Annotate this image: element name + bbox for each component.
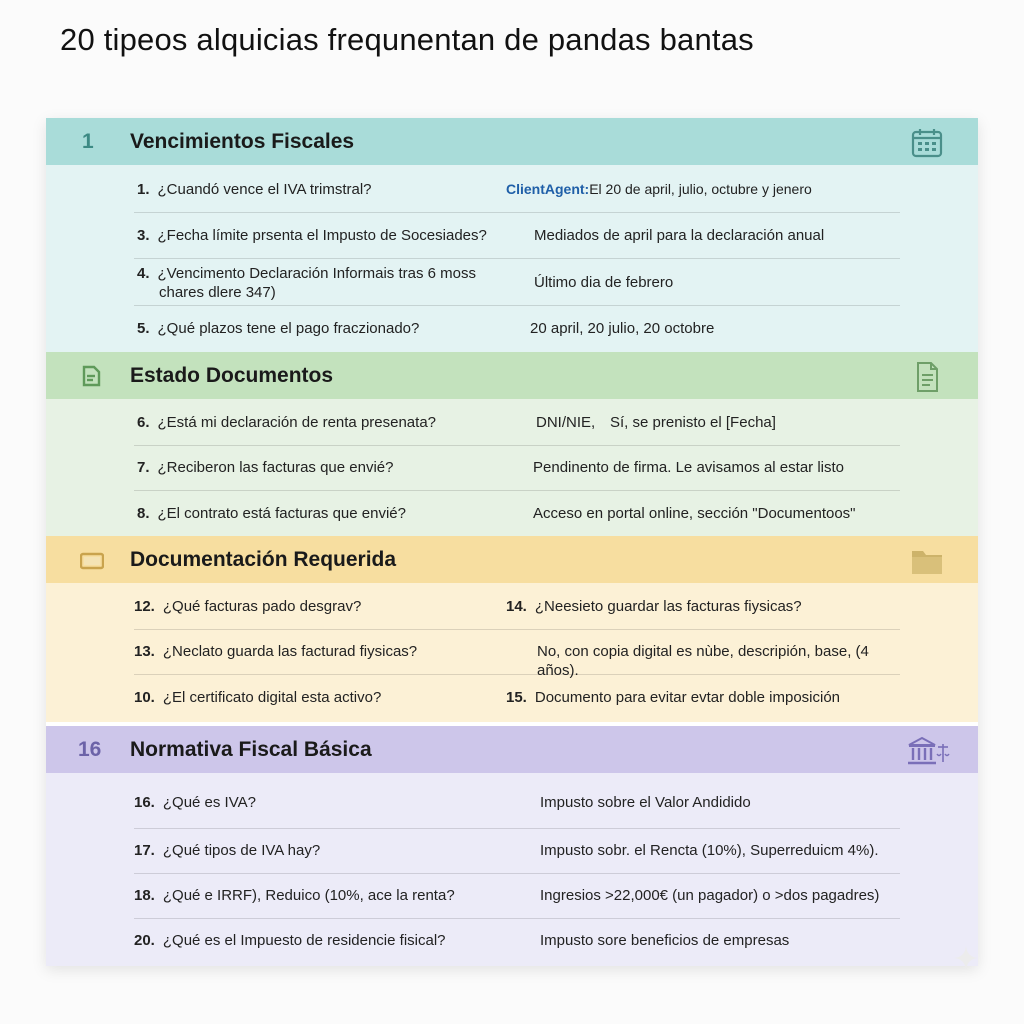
- question-number: 18.: [134, 887, 155, 904]
- list-item: [134, 629, 900, 679]
- page-title: 20 tipeos alquicias frequnentan de pandas bantas: [60, 22, 754, 57]
- section-title: Normativa Fiscal Básica: [130, 737, 372, 761]
- question-text: ¿Qué es IVA?: [162, 794, 256, 811]
- question-number: 7.: [137, 459, 150, 476]
- question-number: 5.: [137, 320, 150, 337]
- section-body: [46, 773, 978, 966]
- question-number: 8.: [137, 505, 150, 522]
- list-item: [134, 399, 900, 446]
- answer-label: DNI/NIE,: [536, 414, 596, 431]
- answer-text: El 20 de april, julio, octubre y jenero: [589, 181, 812, 197]
- list-item: [134, 918, 900, 966]
- list-item: [134, 828, 900, 874]
- folder-icon: [80, 548, 104, 572]
- list-item: [134, 583, 900, 630]
- question-number: 10.: [134, 689, 155, 706]
- section-body: [46, 583, 978, 722]
- question-text: ¿Neesieto guardar las facturas fiysicas?: [534, 598, 802, 615]
- question-text: ¿Vencimento Declaración Informais tras 6 moss: [157, 265, 476, 282]
- question-text: ¿Fecha límite prsenta el Impusto de Socesiades?: [157, 227, 487, 244]
- question-number: 15.: [506, 689, 527, 706]
- question-text: ¿Qué e IRRF), Reduico (10%, ace la renta?: [162, 887, 455, 904]
- list-item: [134, 258, 900, 306]
- question-text: ¿El contrato está facturas que envié?: [157, 505, 406, 522]
- folder-icon: [910, 544, 944, 578]
- section-header: [46, 352, 978, 399]
- sparkle-icon: [952, 944, 980, 972]
- answer-text: Impusto sobr. el Rencta (10%), Superreduicm 4%).: [540, 842, 879, 859]
- answer-text: Mediados de april para la declaración anual: [534, 227, 825, 244]
- answer-text: Ingresios >22,000€ (un pagador) o >dos pagadres): [540, 887, 880, 904]
- list-item: [134, 212, 900, 259]
- question-text: ¿Qué es el Impuesto de residencie fisical?: [162, 932, 446, 949]
- answer-text: Impusto sobre el Valor Andidido: [540, 794, 751, 811]
- question-text: ¿Está mi declaración de renta presenata?: [157, 414, 437, 431]
- bank-scales-icon: [906, 734, 950, 768]
- question-text: ¿Reciberon las facturas que envié?: [157, 459, 394, 476]
- list-item: [134, 873, 900, 919]
- faq-card: [46, 118, 978, 966]
- section-title: Vencimientos Fiscales: [130, 129, 355, 153]
- question-number: 13.: [134, 643, 155, 660]
- answer-text: Impusto sore beneficios de empresas: [540, 932, 790, 949]
- section-body: [46, 165, 978, 352]
- question-text-continued: chares dlere 347): [159, 284, 276, 301]
- answer-text: Último dia de febrero: [534, 274, 674, 291]
- question-number: 12.: [134, 598, 155, 615]
- list-item: [134, 773, 900, 829]
- client-agent-label: ClientAgent:: [506, 181, 590, 197]
- answer-text: Acceso en portal online, sección "Documentoos": [533, 505, 856, 522]
- question-number: 3.: [137, 227, 150, 244]
- list-item: [134, 305, 900, 352]
- section-number: 16: [78, 737, 102, 761]
- answer-text: Sí, se prenisto el [Fecha]: [610, 414, 776, 431]
- section-documentacion-requerida: [46, 536, 978, 722]
- list-item: [134, 490, 900, 536]
- section-number: 1: [82, 129, 94, 153]
- question-text: ¿Cuandó vence el IVA trimstral?: [157, 181, 372, 198]
- question-text: ¿Qué tipos de IVA hay?: [162, 842, 321, 859]
- calendar-icon: [910, 126, 944, 160]
- section-header: [46, 726, 978, 773]
- question-number: 1.: [137, 181, 150, 198]
- list-item: [134, 445, 900, 491]
- section-title: Documentación Requerida: [130, 547, 397, 571]
- question-number: 16.: [134, 794, 155, 811]
- document-icon: [910, 360, 944, 394]
- question-text: ¿Qué plazos tene el pago fraczionado?: [157, 320, 420, 337]
- question-number: 20.: [134, 932, 155, 949]
- section-header: [46, 118, 978, 165]
- list-item: [134, 165, 900, 213]
- answer-text: Pendinento de firma. Le avisamos al estar listo: [533, 459, 844, 476]
- section-title: Estado Documentos: [130, 363, 334, 387]
- question-number: 17.: [134, 842, 155, 859]
- section-normativa-fiscal: [46, 726, 978, 966]
- section-body: [46, 399, 978, 536]
- question-number: 4.: [137, 265, 150, 282]
- section-header: [46, 536, 978, 583]
- answer-text: 20 april, 20 julio, 20 octobre: [530, 320, 715, 337]
- document-edit-icon: [80, 364, 104, 388]
- question-number: 6.: [137, 414, 150, 431]
- question-text: ¿Neclato guarda las facturad fiysicas?: [162, 643, 418, 660]
- answer-text: No, con copia digital es nùbe, descripión, base, (4 años).: [537, 643, 869, 679]
- question-number: 14.: [506, 598, 527, 615]
- question-text: ¿El certificato digital esta activo?: [162, 689, 382, 706]
- list-item: [134, 674, 900, 722]
- question-text: ¿Qué facturas pado desgrav?: [162, 598, 362, 615]
- section-estado-documentos: [46, 352, 978, 536]
- section-vencimientos: [46, 118, 978, 352]
- question-text: Documento para evitar evtar doble imposición: [534, 689, 841, 706]
